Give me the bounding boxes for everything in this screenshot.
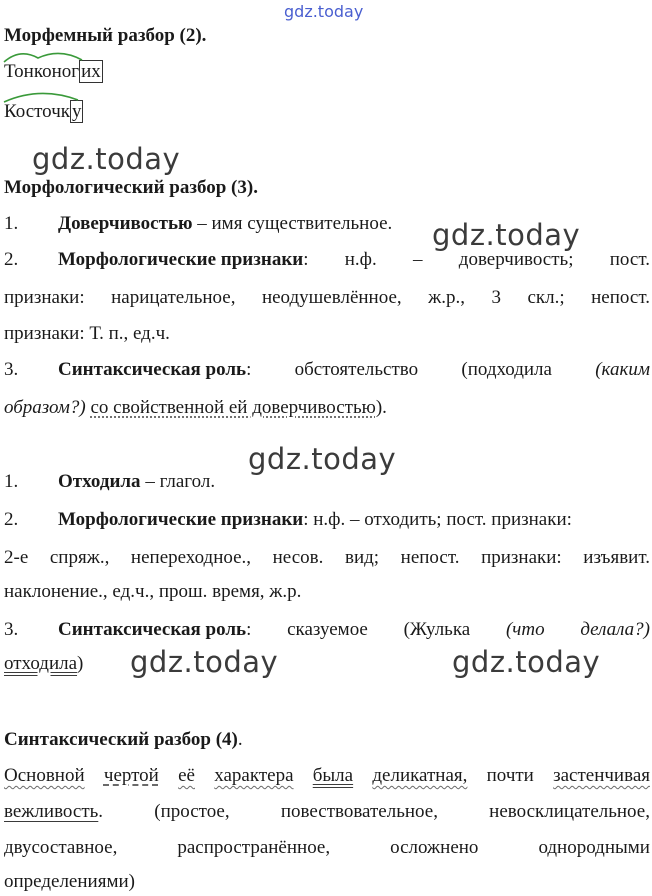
- syntax-line-2: вежливость. (простое, повествовательное, невосклицательное,: [4, 801, 650, 822]
- attribute-word: застенчивая: [553, 765, 650, 786]
- morph-heading: Морфемный разбор (2).: [4, 25, 207, 46]
- watermark: gdz.today: [248, 442, 397, 476]
- watermark-top: gdz.today: [284, 2, 364, 21]
- b1-word: Доверчивостью: [58, 213, 193, 234]
- b2-line-6: отходила): [4, 653, 84, 674]
- root-arc-icon: [0, 86, 100, 106]
- root-arc-icon: [0, 46, 100, 66]
- syntax-line-4: определениями): [4, 871, 135, 892]
- b2-line-5: 3. Синтаксическая роль: сказуемое (Жулька (что делала?): [4, 619, 650, 640]
- syntax-line-1: Основной чертой её характера была деликатная, почти застенчивая: [4, 765, 650, 786]
- b2-line-4: наклонение., ед.ч., прош. время, ж.р.: [4, 581, 302, 602]
- attribute-word: её: [178, 765, 195, 786]
- morph-root: Косточк: [4, 101, 70, 122]
- morph-root: Тонконог: [4, 61, 80, 82]
- attribute-word: Основной: [4, 765, 85, 786]
- subject-word: вежливость: [4, 801, 99, 822]
- syntax-heading: Синтаксический разбор (4).: [4, 729, 243, 750]
- morpho-heading: Морфологический разбор (3).: [4, 177, 258, 198]
- attribute-word: деликатная,: [372, 765, 468, 786]
- attribute-word: характера: [214, 765, 294, 786]
- b1-line-3: признаки: нарицательное, неодушевлённое, ж.р., 3 скл.; непост.: [4, 287, 650, 308]
- b1-line-2: 2. Морфологические признаки: н.ф. – доверчивость; пост.: [4, 249, 650, 270]
- watermark: gdz.today: [130, 645, 279, 679]
- predicate-word: была: [312, 765, 354, 786]
- watermark: gdz.today: [32, 142, 181, 176]
- watermark: gdz.today: [432, 218, 581, 252]
- b1-line-5: 3. Синтаксическая роль: обстоятельство (подходила (каким: [4, 359, 650, 380]
- predicate-underline: отходила: [4, 653, 78, 674]
- b1-line-6: образом?) со свойственной ей доверчивостью).: [4, 397, 387, 418]
- syntax-line-3: двусоставное, распространённое, осложнено однородными: [4, 837, 650, 858]
- b1-line-1: 1. Доверчивостью – имя существительное.: [4, 213, 393, 234]
- b2-line-3: 2-е спряж., непереходное., несов. вид; непост. признаки: изъявит.: [4, 547, 650, 568]
- morph-ending: их: [81, 61, 101, 82]
- b1-line-4: признаки: Т. п., ед.ч.: [4, 323, 170, 344]
- b2-word: Отходила: [58, 471, 141, 492]
- watermark: gdz.today: [452, 645, 601, 679]
- complement-word: чертой: [103, 765, 159, 786]
- b2-line-1: 1. Отходила – глагол.: [4, 471, 216, 492]
- b2-line-2: 2. Морфологические признаки: н.ф. – отходить; пост. признаки:: [4, 509, 572, 530]
- circumstance-underline: со свойственной ей доверчивостью: [90, 397, 376, 418]
- morph-ending: у: [71, 101, 82, 122]
